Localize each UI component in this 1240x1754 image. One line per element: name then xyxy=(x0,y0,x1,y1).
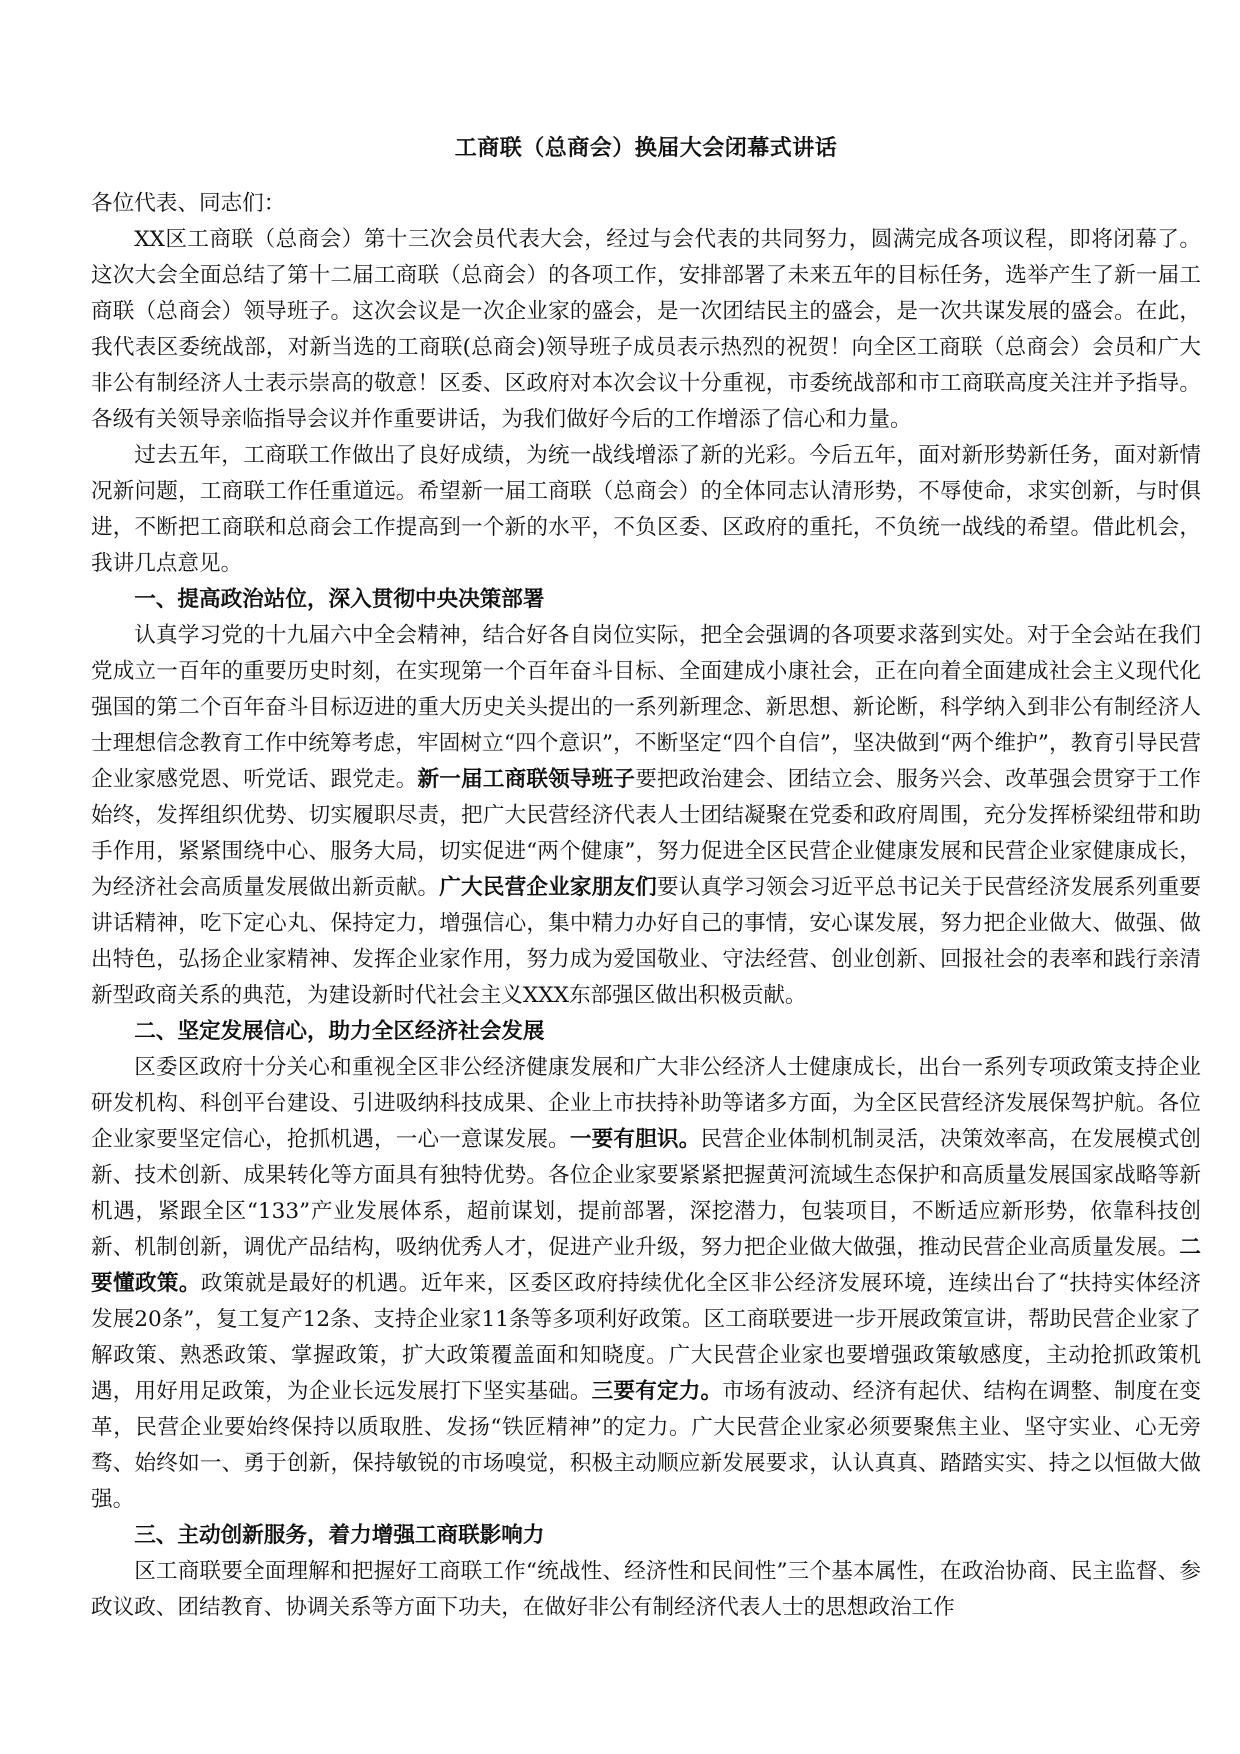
section2-emphasis-3: 三要有定力。 xyxy=(591,1379,723,1404)
document-title: 工商联（总商会）换届大会闭幕式讲话 xyxy=(454,135,838,161)
section2-text-1: 区委区政府十分关心和重视全区非公经济健康发展和广大非公经济人士健康成长，出台一系列专项政策支持企业研发机构、科创平台建设、引进吸纳科技成果、企业上市扶持补助等诸多方面，为全区民营经济发展保驾护航。各位企业家要坚定信心，抢抓机遇，一心一意谋发展。 xyxy=(91,1055,1201,1152)
section1-paragraph xyxy=(91,618,1201,1014)
section-heading-1: 一、提高政治站位，深入贯彻中央决策部署 xyxy=(134,587,545,612)
section1-text-2: 要把政治建会、团结立会、服务兴会、改革强会贯穿于工作始终，发挥组织优势、切实履职尽责，把广大民营经济代表人士团结凝聚在党委和政府周围，充分发挥桥梁纽带和助手作用，紧紧围绕中心、服务大局，切实促进“两个健康”，努力促进全区民营企业健康发展和民营企业家健康成长，为经济社会高质量发展做出新贡献。 xyxy=(91,767,1201,900)
section3-paragraph: 区工商联要全面理解和把握好工商联工作“统战性、经济性和民间性”三个基本属性，在政治协商、民主监督、参政议政、团结教育、协调关系等方面下功夫，在做好非公有制经济代表人士的思想政治工作 xyxy=(91,1559,1201,1620)
document-body xyxy=(91,130,1201,1626)
section1-text-3: 要认真学习领会习近平总书记关于民营经济发展系列重要讲话精神，吃下定心丸、保持定力，增强信心，集中精力办好自己的事情，安心谋发展，努力把企业做大、做强、做出特色，弘扬企业家精神、发挥企业家作用，努力成为爱国敬业、守法经营、创业创新、回报社会的表率和践行亲清新型政商关系的典范，为建设新时代社会主义XXX东部强区做出积极贡献。 xyxy=(91,875,1201,1008)
section2-text-4: 市场有波动、经济有起伏、结构在调整、制度在变革，民营企业要始终保持以质取胜、发扬“铁匠精神”的定力。广大民营企业家必须要聚焦主业、坚守实业、心无旁骛、始终如一、勇于创新，保持敏锐的市场嗅觉，积极主动顺应新发展要求，认认真真、踏踏实实、持之以恒做大做强。 xyxy=(91,1379,1201,1512)
intro-paragraph-1: XX区工商联（总商会）第十三次会员代表大会，经过与会代表的共同努力，圆满完成各项议程，即将闭幕了。这次大会全面总结了第十二届工商联（总商会）的各项工作，安排部署了未来五年的目标任务，选举产生了新一届工商联（总商会）领导班子。这次会议是一次企业家的盛会，是一次团结民主的盛会，是一次共谋发展的盛会。在此，我代表区委统战部，对新当选的工商联(总商会)领导班子成员表示热烈的祝贺！向全区工商联（总商会）会员和广大非公有制经济人士表示崇高的敬意！区委、区政府对本次会议十分重视，市委统战部和市工商联高度关注并予指导。各级有关领导亲临指导会议并作重要讲话，为我们做好今后的工作增添了信心和力量。 xyxy=(91,227,1201,432)
section2-paragraph xyxy=(91,1050,1201,1518)
section1-text-1: 认真学习党的十九届六中全会精神，结合好各自岗位实际，把全会强调的各项要求落到实处。对于全会站在我们党成立一百年的重要历史时刻，在实现第一个百年奋斗目标、全面建成小康社会，正在向着全面建成社会主义现代化强国的第二个百年奋斗目标迈进的重大历史关头提出的一系列新理念、新思想、新论断，科学纳入到非公有制经济人士理想信念教育工作中统筹考虑，牢固树立“四个意识”，不断坚定“四个自信”，坚决做到“两个维护”，教育引导民营企业家感党恩、听党话、跟党走。 xyxy=(91,623,1201,792)
section-heading-2: 二、坚定发展信心，助力全区经济社会发展 xyxy=(134,1019,545,1044)
section1-emphasis-2: 广大民营企业家朋友们 xyxy=(439,875,657,900)
section2-emphasis-2: 二要懂政策。 xyxy=(91,1235,1201,1296)
salutation: 各位代表、同志们： xyxy=(91,191,286,216)
intro-paragraph-2: 过去五年，工商联工作做出了良好成绩，为统一战线增添了新的光彩。今后五年，面对新形势新任务，面对新情况新问题，工商联工作任重道远。希望新一届工商联（总商会）的全体同志认清形势，不辱使命，求实创新，与时俱进，不断把工商联和总商会工作提高到一个新的水平，不负区委、区政府的重托，不负统一战线的希望。借此机会，我讲几点意见。 xyxy=(91,443,1201,576)
section2-text-3: 政策就是最好的机遇。近年来，区委区政府持续优化全区非公经济发展环境，连续出台了“扶持实体经济发展20条”，复工复产12条、支持企业家11条等多项利好政策。区工商联要进一步开展政策宣讲，帮助民营企业家了解政策、熟悉政策、掌握政策，扩大政策覆盖面和知晓度。广大民营企业家也要增强政策敏感度，主动抢抓政策机遇，用好用足政策，为企业长远发展打下坚实基础。 xyxy=(91,1271,1201,1404)
section1-emphasis-1: 新一届工商联领导班子 xyxy=(417,767,636,792)
section2-emphasis-1: 一要有胆识。 xyxy=(569,1127,701,1152)
section-heading-3: 三、主动创新服务，着力增强工商联影响力 xyxy=(134,1523,545,1548)
section2-text-2: 民营企业体制机制灵活，决策效率高，在发展模式创新、技术创新、成果转化等方面具有独特优势。各位企业家要紧紧把握黄河流域生态保护和高质量发展国家战略等新机遇，紧跟全区“133”产业发展体系，超前谋划，提前部署，深挖潜力，包装项目，不断适应新形势，依靠科技创新、机制创新，调优产品结构，吸纳优秀人才，促进产业升级，努力把企业做大做强，推动民营企业高质量发展。 xyxy=(91,1127,1201,1260)
